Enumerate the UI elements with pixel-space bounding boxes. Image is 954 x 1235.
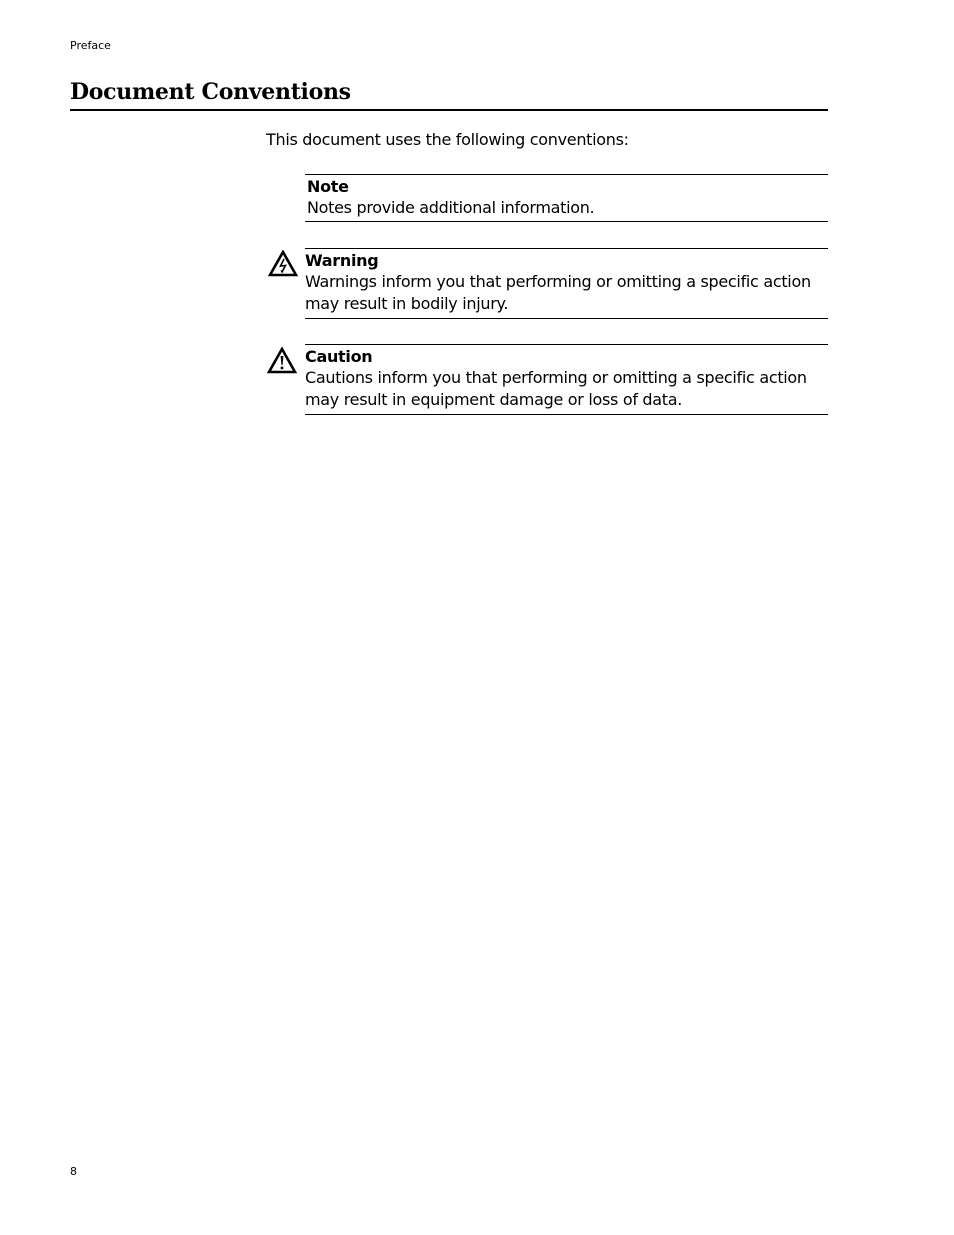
warning-label: Warning [305,251,379,270]
warning-box [305,248,828,319]
electrical-hazard-icon [268,250,298,277]
running-header: Preface [70,39,111,52]
page-number: 8 [70,1165,77,1178]
intro-paragraph: This document uses the following conventions: [266,130,629,149]
exclamation-triangle-icon [267,347,297,374]
note-label: Note [307,177,349,196]
caution-label: Caution [305,347,373,366]
page-title: Document Conventions [70,78,828,111]
warning-text: Warnings inform you that performing or omitting a specific action may result in bodily injury. [305,272,811,313]
note-box [305,174,828,222]
caution-text: Cautions inform you that performing or omitting a specific action may result in equipment damage or loss of data. [305,368,807,409]
note-text: Notes provide additional information. [307,198,595,217]
caution-box [305,344,828,415]
